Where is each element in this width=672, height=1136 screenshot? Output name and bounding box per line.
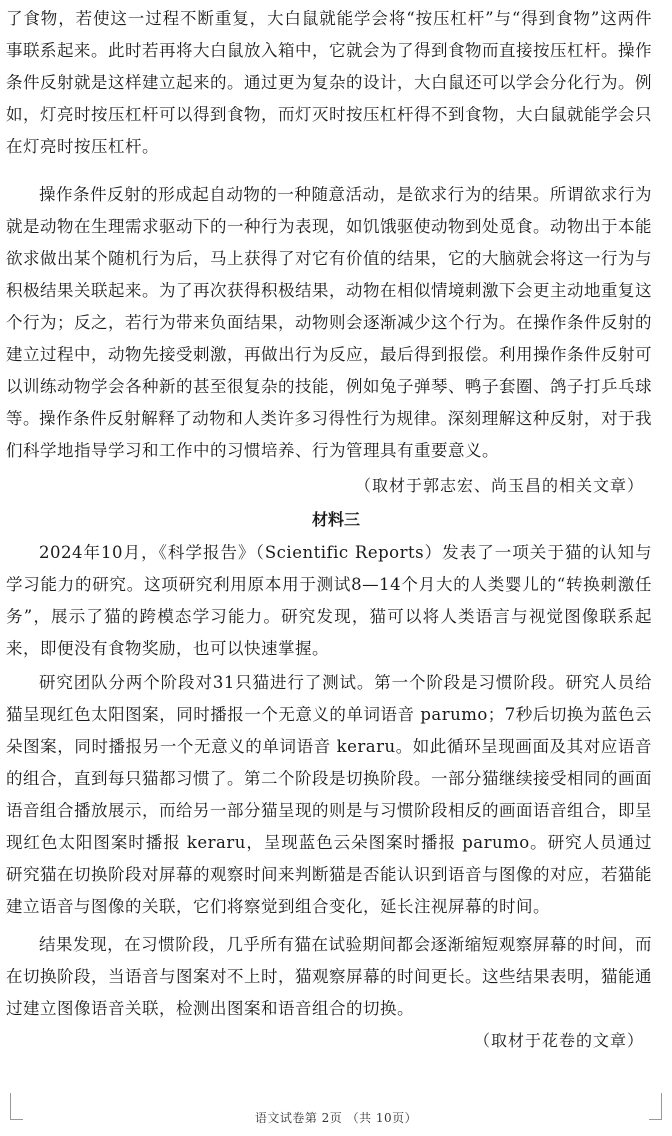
- paragraph-cat-study-results: 结果发现，在习惯阶段，几乎所有猫在试验期间都会逐渐缩短观察屏幕的时间，而在切换阶段，当语音与图案对不上时，猫观察屏幕的时间更长。这些结果表明，猫能通过建立图像语音关联，检测出图案和语音组合的切换。: [6, 935, 652, 1018]
- page-footer: 语文试卷第 2页 （共 10页）: [254, 1111, 418, 1125]
- source-citation-2: （取材于花卷的文章）: [473, 1031, 644, 1050]
- paragraph-operant-training-end: 了食物，若使这一过程不断重复，大白鼠就能学会将“按压杠杆”与“得到食物”这两件事联系起来。此时若再将大白鼠放入箱中，它就会为了得到食物而直接按压杠杆。操作条件反射就是这样建立起来的。通过更为复杂的设计，大白鼠还可以学会分化行为。例如，灯亮时按压杠杆可以得到食物，而灯灭时按压杠杆得不到食物，大白鼠就能学会只在灯亮时按压杠杆。: [6, 9, 652, 156]
- paragraph-cat-study-method: 研究团队分两个阶段对31只猫进行了测试。第一个阶段是习惯阶段。研究人员给猫呈现红色太阳图案，同时播报一个无意义的单词语音 parumo；7秒后切换为蓝色云朵图案，同时播报另一个无意义的单词语音 keraru。如此循环呈现画面及其对应语音的组合，直到每只猫都习惯了。第二个阶段是切换阶段。一部分猫继续接受相同的画面语音组合播放展示，而给另一部分猫呈现的则是与习惯阶段相反的画面语音组合，即呈现红色太阳图案时播报 keraru，呈现蓝色云朵图案时播报 parumo。研究人员通过研究猫在切换阶段对屏幕的观察时间来判断猫是否能认识到语音与图像的对应，若猫能建立语音与图像的关联，它们将察觉到组合变化，延长注视屏幕的时间。: [6, 673, 652, 916]
- section-heading-material-3: 材料三: [311, 510, 360, 529]
- paragraph-operant-formation: 操作条件反射的形成起自动物的一种随意活动，是欲求行为的结果。所谓欲求行为就是动物在生理需求驱动下的一种行为表现，如饥饿驱使动物到处觅食。动物出于本能欲求做出某个随机行为后，马上获得了对它有价值的结果，它的大脑就会将这一行为与积极结果关联起来。为了再次获得积极结果，动物在相似情境刺激下会更主动地重复这个行为；反之，若行为带来负面结果，动物则会逐渐减少这个行为。在操作条件反射的建立过程中，动物先接受刺激，再做出行为反应，最后得到报偿。利用操作条件反射可以训练动物学会各种新的甚至很复杂的技能，例如兔子弹琴、鸭子套圈、鸽子打乒乓球等。: [6, 185, 652, 428]
- source-citation-1: （取材于郭志宏、尚玉昌的相关文章）: [354, 476, 644, 495]
- paragraph-operant-significance: 操作条件反射解释了动物和人类许多习得性行为规律。深刻理解这种反射，对于我们科学地指导学习和工作中的习惯培养、行为管理具有重要意义。: [6, 409, 652, 460]
- paragraph-cat-study-intro: 2024年10月，《科学报告》（Scientific Reports）发表了一项关于猫的认知与学习能力的研究。这项研究利用原本用于测试8—14个月大的人类婴儿的“转换刺激任务”，展示了猫的跨模态学习能力。研究发现，猫可以将人类语言与视觉图像联系起来，即便没有食物奖励，也可以快速掌握。: [6, 543, 652, 658]
